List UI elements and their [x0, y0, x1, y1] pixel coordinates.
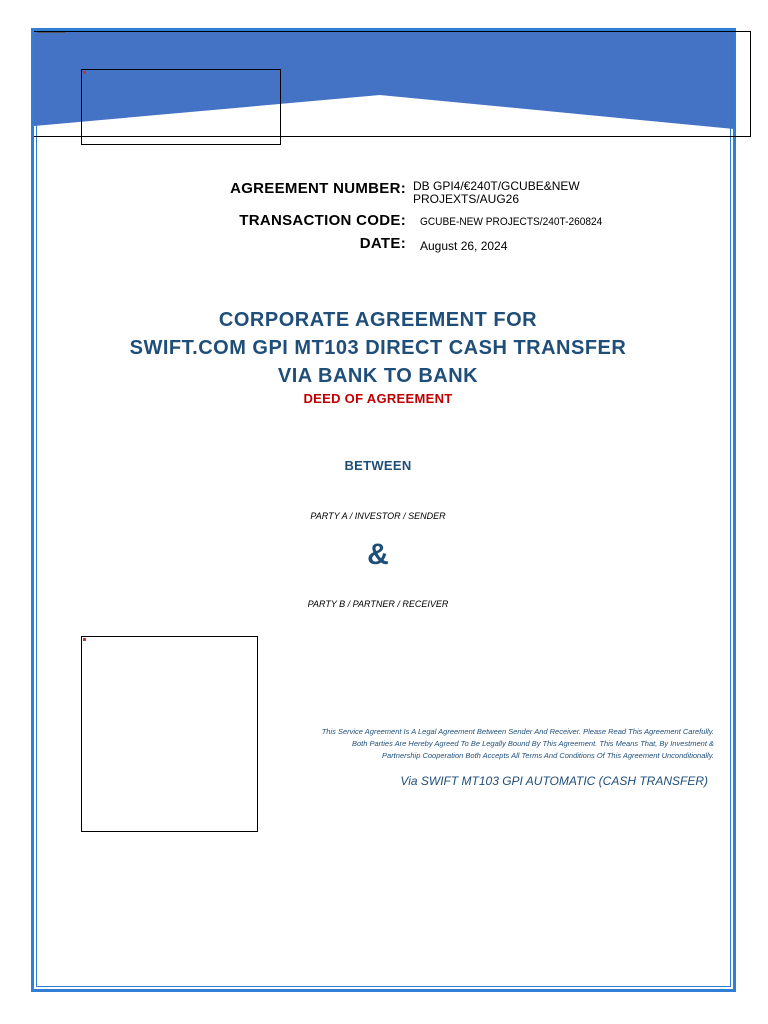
agreement-number-line2: PROJEXTS/AUG26 [413, 192, 520, 206]
title-line-1: CORPORATE AGREEMENT FOR [218, 309, 538, 331]
agreement-number-line1: DB GPI4/€240T/GCUBE&NEW [413, 179, 580, 193]
date-label: DATE: [359, 235, 406, 252]
page-border-inner [36, 33, 731, 987]
notice-line-3: Partnership Cooperation Both Accepts All Terms And Conditions Of This Agreement Unconditionally. [382, 751, 714, 760]
transaction-code-value: GCUBE-NEW PROJECTS/240T-260824 [420, 216, 603, 228]
ampersand-symbol: & [367, 538, 389, 571]
header-tiny-mark [37, 32, 65, 33]
title-line-3: VIA BANK TO BANK [277, 365, 479, 387]
notice-line-2: Both Parties Are Hereby Agreed To Be Legally Bound By This Agreement. This Means That, By Investment & [352, 739, 714, 748]
title-line-2: SWIFT.COM GPI MT103 DIRECT CASH TRANSFER [129, 337, 627, 359]
party-a-label: PARTY A / INVESTOR / SENDER [310, 511, 446, 521]
broken-image-icon [83, 71, 86, 74]
party-b-label: PARTY B / PARTNER / RECEIVER [307, 599, 449, 609]
broken-image-icon [83, 638, 86, 641]
between-heading: BETWEEN [344, 458, 412, 473]
logo-placeholder-top [81, 69, 281, 145]
deed-subtitle: DEED OF AGREEMENT [303, 391, 453, 406]
transaction-code-label: TRANSACTION CODE: [239, 212, 406, 229]
notice-line-1: This Service Agreement Is A Legal Agreement Between Sender And Receiver. Please Read This Agreement Carefully. [321, 727, 714, 736]
agreement-number-value [413, 180, 580, 206]
agreement-number-label: AGREEMENT NUMBER: [230, 180, 406, 197]
date-value: August 26, 2024 [420, 239, 508, 253]
transfer-method: Via SWIFT MT103 GPI AUTOMATIC (CASH TRANSFER) [400, 774, 708, 788]
